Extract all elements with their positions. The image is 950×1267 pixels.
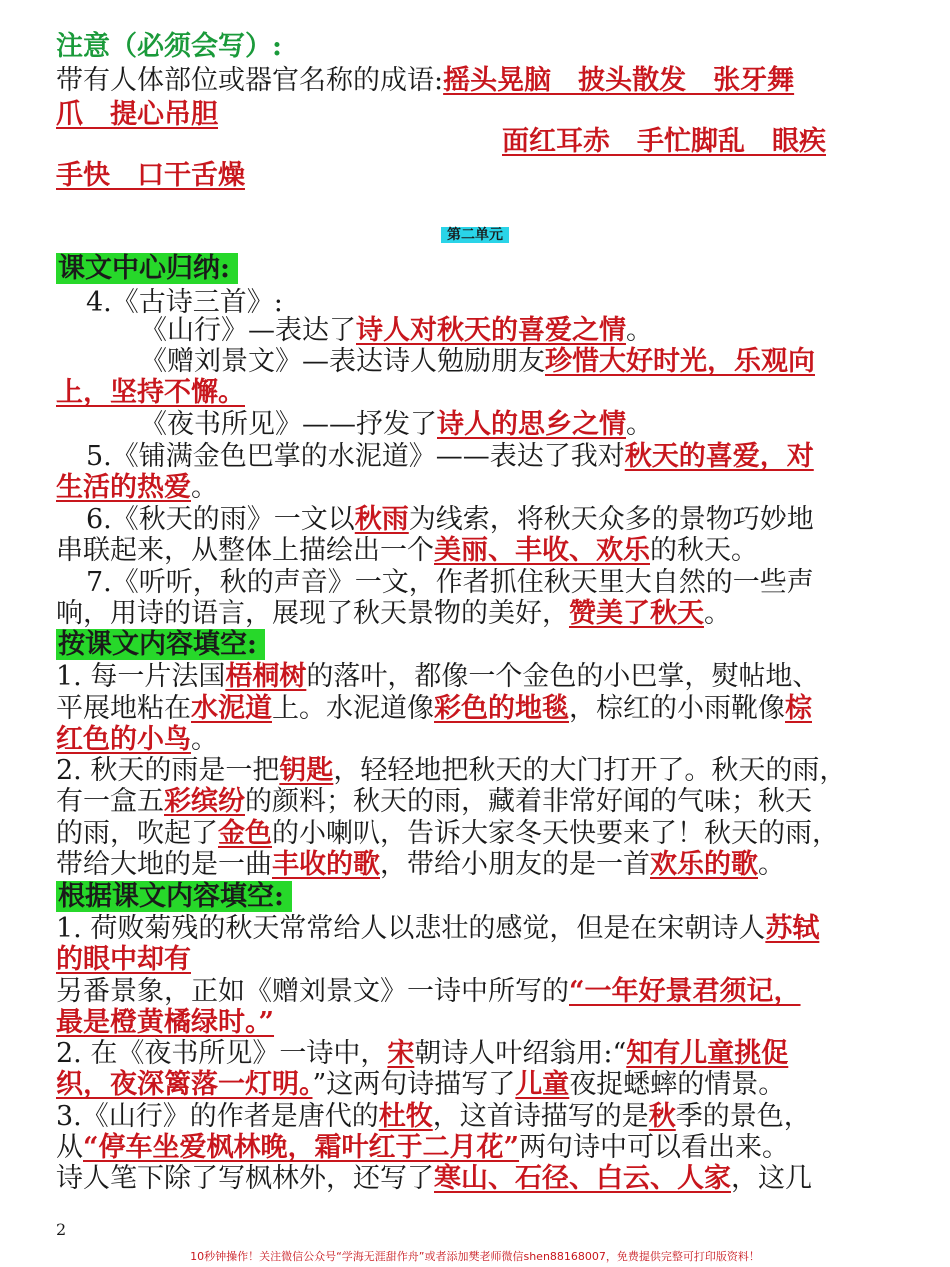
text: 为线索，将秋天众多的景物巧妙地 bbox=[408, 504, 814, 535]
text: 《夜书所见》——抒发了 bbox=[140, 409, 437, 440]
text: 季的景色， bbox=[675, 1101, 811, 1132]
text: 5.《铺满金色巴掌的水泥道》——表达了我对 bbox=[86, 441, 625, 472]
answer: 诗人的思乡之情 bbox=[437, 409, 626, 440]
unit-title bbox=[0, 218, 950, 252]
text: 另番景象，正如《赠刘景文》一诗中所写的 bbox=[56, 976, 569, 1007]
text: ，棕红的小雨靴像 bbox=[569, 693, 785, 724]
answer: 秋天的喜爱，对 bbox=[624, 441, 814, 472]
text: 。 bbox=[758, 849, 785, 880]
text-line bbox=[56, 64, 794, 98]
text-line bbox=[56, 1162, 812, 1196]
answer: 珍惜大好时光，乐观向 bbox=[545, 346, 815, 377]
text-line bbox=[140, 345, 815, 379]
text: 带给大地的是一曲 bbox=[56, 849, 272, 880]
answer: 杜牧 bbox=[378, 1101, 433, 1132]
text: 诗人笔下除了写枫林外，还写了 bbox=[56, 1163, 434, 1194]
text: 的落叶，都像一个金色的小巴掌，熨帖地、 bbox=[306, 661, 820, 692]
answer: 寒山、石径、白云、人家 bbox=[434, 1163, 731, 1194]
text: ，这几 bbox=[731, 1163, 812, 1194]
text-line bbox=[56, 98, 218, 132]
text-line bbox=[56, 723, 218, 757]
text-line bbox=[56, 692, 812, 726]
text: 。 bbox=[626, 315, 653, 346]
answer: 织，夜深篱落一灯明。 bbox=[56, 1069, 313, 1100]
answer: 知有儿童挑促 bbox=[626, 1038, 789, 1069]
page-number: 2 bbox=[56, 1220, 67, 1239]
text-line bbox=[56, 597, 731, 631]
answer: 美丽、丰收、欢乐 bbox=[434, 535, 650, 566]
text: ”这两句诗描写了 bbox=[312, 1069, 516, 1100]
answer: 秋 bbox=[648, 1101, 676, 1132]
answer: 红色的小鸟 bbox=[56, 724, 191, 755]
text: 的小喇叭，告诉大家冬天快要来了！秋天的雨， bbox=[272, 818, 839, 849]
text: 6.《秋天的雨》一文以 bbox=[86, 504, 355, 535]
answer: “停车坐爱枫林晚，霜叶红于二月花” bbox=[83, 1132, 520, 1163]
text: 3.《山行》的作者是唐代的 bbox=[56, 1101, 379, 1132]
text: 有一盒五 bbox=[56, 786, 164, 817]
text: 。 bbox=[626, 409, 653, 440]
answer: 爪 提心吊胆 bbox=[56, 99, 218, 130]
text: 朝诗人叶绍翁用:“ bbox=[414, 1038, 627, 1069]
text-line bbox=[56, 534, 758, 568]
answer: 宋 bbox=[387, 1038, 415, 1069]
answer: 钥匙 bbox=[279, 755, 334, 786]
text-line bbox=[56, 785, 812, 819]
note-title: 注意（必须会写）: bbox=[56, 31, 282, 62]
answer: 面红耳赤 手忙脚乱 眼疾 bbox=[502, 126, 826, 157]
answer: 欢乐的歌 bbox=[650, 849, 758, 880]
answer: 彩缤纷 bbox=[164, 786, 245, 817]
answer: 手快 口干舌燥 bbox=[56, 160, 245, 191]
text-line bbox=[56, 754, 846, 788]
text-line bbox=[56, 1037, 788, 1071]
text: 。 bbox=[191, 472, 218, 503]
text: 夜捉蟋蟀的情景。 bbox=[569, 1069, 786, 1100]
text: 2. 秋天的雨是一把 bbox=[56, 755, 280, 786]
text-line bbox=[56, 1068, 785, 1102]
text: 《山行》—表达了 bbox=[140, 315, 356, 346]
text-line bbox=[86, 440, 814, 474]
text: 平展地粘在 bbox=[56, 693, 191, 724]
text: 的雨，吹起了 bbox=[56, 818, 218, 849]
text-line bbox=[56, 848, 785, 882]
text-line bbox=[56, 471, 218, 505]
text-line bbox=[56, 1006, 274, 1040]
answer: 秋雨 bbox=[354, 504, 409, 535]
text-line bbox=[56, 1100, 811, 1134]
text: 2. 在《夜书所见》一诗中， bbox=[56, 1038, 388, 1069]
text-line bbox=[86, 566, 814, 600]
text: ，这首诗描写的是 bbox=[432, 1101, 649, 1132]
text: 两句诗中可以看出来。 bbox=[519, 1132, 790, 1163]
section-heading-text: 按课文内容填空: bbox=[56, 629, 265, 660]
answer: 最是橙黄橘绿时。” bbox=[56, 1007, 275, 1038]
section-heading-text: 根据课文内容填空: bbox=[56, 881, 292, 912]
answer: “一年好景君须记， bbox=[569, 976, 801, 1007]
answer: 生活的热爱 bbox=[56, 472, 191, 503]
section-heading bbox=[56, 880, 292, 914]
text: 上。水泥道像 bbox=[272, 693, 434, 724]
text-line bbox=[56, 912, 819, 946]
text-line bbox=[56, 159, 245, 193]
text-line bbox=[86, 503, 814, 537]
answer: 的眼中却有 bbox=[56, 944, 191, 975]
text: 带有人体部位或器官名称的成语: bbox=[56, 65, 444, 96]
text: 《赠刘景文》—表达诗人勉励朋友 bbox=[140, 346, 545, 377]
text: 从 bbox=[56, 1132, 83, 1163]
section-heading bbox=[56, 628, 265, 662]
answer: 水泥道 bbox=[191, 693, 272, 724]
answer: 诗人对秋天的喜爱之情 bbox=[356, 315, 626, 346]
text: 。 bbox=[704, 598, 731, 629]
text: 的秋天。 bbox=[650, 535, 758, 566]
answer: 苏轼 bbox=[765, 913, 820, 944]
text-line bbox=[56, 817, 839, 851]
unit-title-text: 第二单元 bbox=[441, 227, 509, 243]
text: ，带给小朋友的是一首 bbox=[380, 849, 650, 880]
text-line bbox=[56, 975, 801, 1009]
section-heading bbox=[56, 252, 238, 286]
answer: 丰收的歌 bbox=[272, 849, 380, 880]
answer: 彩色的地毯 bbox=[434, 693, 569, 724]
text: 1. 每一片法国 bbox=[56, 661, 226, 692]
answer: 金色 bbox=[218, 818, 272, 849]
text: 4.《古诗三首》: bbox=[86, 287, 283, 318]
text: 。 bbox=[191, 724, 218, 755]
answer: 梧桐树 bbox=[225, 661, 307, 692]
answer: 赞美了秋天 bbox=[569, 598, 704, 629]
text-line bbox=[140, 314, 653, 348]
text-line bbox=[56, 376, 245, 410]
answer: 棕 bbox=[785, 693, 812, 724]
text-line bbox=[56, 1131, 789, 1165]
text: 7.《听听，秋的声音》一文，作者抓住秋天里大自然的一些声 bbox=[86, 567, 814, 598]
text: 串联起来，从整体上描绘出一个 bbox=[56, 535, 434, 566]
section-heading-text: 课文中心归纳: bbox=[56, 253, 238, 284]
text: 1. 荷败菊残的秋天常常给人以悲壮的感觉，但是在宋朝诗人 bbox=[56, 913, 766, 944]
text: 的颜料；秋天的雨，藏着非常好闻的气味；秋天 bbox=[245, 786, 812, 817]
text-line bbox=[502, 125, 826, 159]
text: ，轻轻地把秋天的大门打开了。秋天的雨， bbox=[333, 755, 847, 786]
answer: 儿童 bbox=[515, 1069, 570, 1100]
text-line bbox=[56, 943, 191, 977]
answer: 摇头晃脑 披头散发 张牙舞 bbox=[443, 65, 795, 96]
text-line bbox=[56, 660, 819, 694]
text-line bbox=[140, 408, 653, 442]
footer-notice: 10秒钟操作！关注微信公众号“学海无涯甜作舟”或者添加樊老师微信shen88168007，免费提供完整可打印版资料！ bbox=[190, 1250, 760, 1263]
text: 响，用诗的语言，展现了秋天景物的美好， bbox=[56, 598, 569, 629]
answer: 上，坚持不懈。 bbox=[56, 377, 245, 408]
